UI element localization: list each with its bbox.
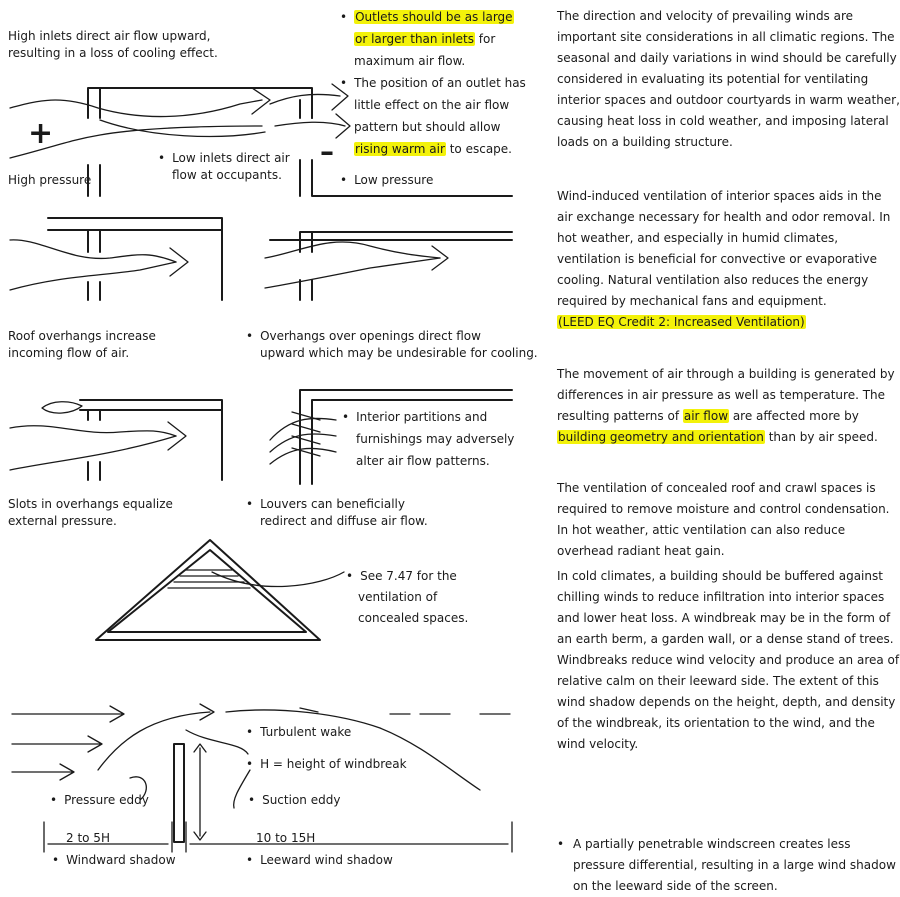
windscreen-bullet: •: [557, 837, 565, 851]
paragraph-concealed-spaces: The ventilation of concealed roof and crawl spaces is required to remove moisture and control condensation. In hot weather, attic ventilation can also reduce overhead radiant heat gain.: [557, 481, 890, 558]
geometry-highlight: building geometry and orientation: [558, 430, 764, 444]
windscreen-note: [557, 834, 900, 897]
high-inlets-caption: [8, 28, 218, 63]
position-line-2: little effect on the air flow: [354, 98, 510, 112]
interior-line-2: furnishings may adversely: [356, 432, 515, 446]
slotted-overhang-diagram: [10, 400, 222, 480]
outlets-note: • Outlets should be as large or larger than inlets for maximum air flow. • The position of an outlet has little effect on the air flow pattern but should allow rising warm air to escape.: [340, 10, 526, 156]
low-inlets-line-2: flow at occupants.: [172, 168, 282, 183]
interior-partitions-note: • Interior partitions and furnishings may adversely alter air flow patterns.: [342, 406, 514, 472]
plus-sign: +: [28, 116, 54, 151]
windward-distance-label: 2 to 5H: [66, 831, 110, 845]
wind-ventilation-text: Wind-induced ventilation of interior spaces aids in the air exchange necessary for health and odor removal. In hot weather, and especially in humid climates, ventilation is beneficial for convective or evaporative cooling. Natural ventilation also reduces the energy required by mechanical fans and equipment.: [557, 189, 891, 308]
high-pressure-label: High pressure: [8, 173, 92, 187]
height-text: H = height of windbreak: [260, 757, 407, 771]
attic-triangle-diagram: [96, 540, 344, 640]
roof-overhang-caption: [8, 328, 156, 363]
air-movement-text-1: The movement of air through a building is generated by differences in air pressure as well as temperature. The resulting patterns of: [557, 367, 895, 423]
turbulent-text: Turbulent wake: [260, 725, 352, 739]
louvers-line-1: Louvers can beneficially: [260, 497, 405, 511]
windward-shadow-text: Windward shadow: [66, 853, 176, 867]
outlets-line-2: or larger than inlets: [355, 32, 474, 46]
windward-shadow-label: • Windward shadow: [52, 853, 176, 867]
louvers-caption: • Louvers can beneficially redirect and diffuse air flow.: [246, 496, 428, 531]
interior-line-1: Interior partitions and: [356, 410, 488, 424]
high-inlets-line-1: High inlets direct air flow upward,: [8, 29, 211, 43]
paragraph-cold-climates: In cold climates, a building should be buffered against chilling winds to reduce infiltration into interior spaces and lower heat loss. A windbreak may be in the form of an earth berm, a garden wall, or a dense stand of trees. Windbreaks reduce wind velocity and produce an area of relative calm on their leeward side. The extent of this wind shadow depends on the height, depth, and density of the windbreak, its orientation to the wind, and the wind velocity.: [557, 569, 900, 751]
outlets-line-3: maximum air flow.: [354, 54, 466, 68]
outlets-line-1: Outlets should be as large: [355, 10, 513, 24]
position-line-4-hl: rising warm air: [355, 142, 445, 156]
minus-sign: –: [320, 135, 334, 168]
position-line-1: The position of an outlet has: [354, 76, 526, 90]
paragraph-wind-ventilation: [557, 186, 900, 333]
pressure-eddy-label: • Pressure eddy: [50, 793, 149, 807]
air-flow-highlight: air flow: [683, 409, 729, 423]
roof-line-2: incoming flow of air.: [8, 346, 130, 361]
air-movement-text-3: than by air speed.: [764, 430, 878, 444]
low-inlets-line-1: Low inlets direct air: [172, 151, 290, 165]
suction-eddy-label: • Suction eddy: [248, 793, 341, 807]
overhang-caption: • Overhangs over openings direct flow upward which may be undesirable for cooling.: [246, 328, 538, 363]
paragraph-air-movement: [557, 364, 900, 448]
leeward-shadow-text: Leeward wind shadow: [260, 853, 393, 867]
pressure-text: Pressure eddy: [64, 793, 149, 807]
roof-line-1: Roof overhangs increase: [8, 329, 156, 343]
overhang-over-opening-diagram: [265, 232, 512, 300]
position-line-3: pattern but should allow: [354, 120, 501, 134]
overhang-line-2: upward which may be undesirable for cooling.: [260, 346, 538, 361]
paragraph-prevailing-winds: The direction and velocity of prevailing winds are important site considerations in all climatic regions. The seasonal and daily variations in wind should be carefully considered in evaluating its potential for ventilating interior spaces and outdoor courtyards in warm weather, causing heat loss in cold weather, and imposing lateral loads on a building structure.: [557, 9, 900, 149]
roof-overhang-diagram: [10, 218, 222, 300]
see-line-3: concealed spaces.: [358, 611, 469, 625]
low-inlets-caption: • Low inlets direct air flow at occupants.: [158, 150, 290, 185]
suction-text: Suction eddy: [262, 793, 341, 807]
low-pressure-label: • Low pressure: [340, 173, 434, 187]
low-pressure-text: Low pressure: [354, 173, 434, 187]
outlets-line-2b: for: [474, 32, 496, 46]
slots-line-1: Slots in overhangs equalize: [8, 497, 173, 511]
high-inlets-line-2: resulting in a loss of cooling effect.: [8, 46, 218, 61]
air-movement-text-2: are affected more by: [729, 409, 859, 423]
see-line-2: ventilation of: [358, 590, 438, 604]
overhang-line-1: Overhangs over openings direct flow: [260, 329, 481, 343]
windscreen-text: A partially penetrable windscreen creates less pressure differential, resulting in a large wind shadow on the leeward side of the screen.: [573, 837, 896, 893]
slots-caption: [8, 496, 173, 531]
see-line-1: See 7.47 for the: [360, 569, 457, 583]
leeward-distance-label: 10 to 15H: [256, 831, 316, 845]
slots-line-2: external pressure.: [8, 514, 117, 529]
interior-line-3: alter air flow patterns.: [356, 454, 490, 468]
see-reference-note: • See 7.47 for the ventilation of concealed spaces.: [346, 566, 468, 629]
leeward-shadow-label: • Leeward wind shadow: [246, 853, 393, 867]
leed-credit-highlight: (LEED EQ Credit 2: Increased Ventilation): [558, 315, 805, 329]
turbulent-wake-label: • Turbulent wake: [246, 725, 352, 739]
louvers-line-2: redirect and diffuse air flow.: [260, 514, 428, 529]
height-label: • H = height of windbreak: [246, 757, 407, 771]
position-line-4: to escape.: [445, 142, 512, 156]
